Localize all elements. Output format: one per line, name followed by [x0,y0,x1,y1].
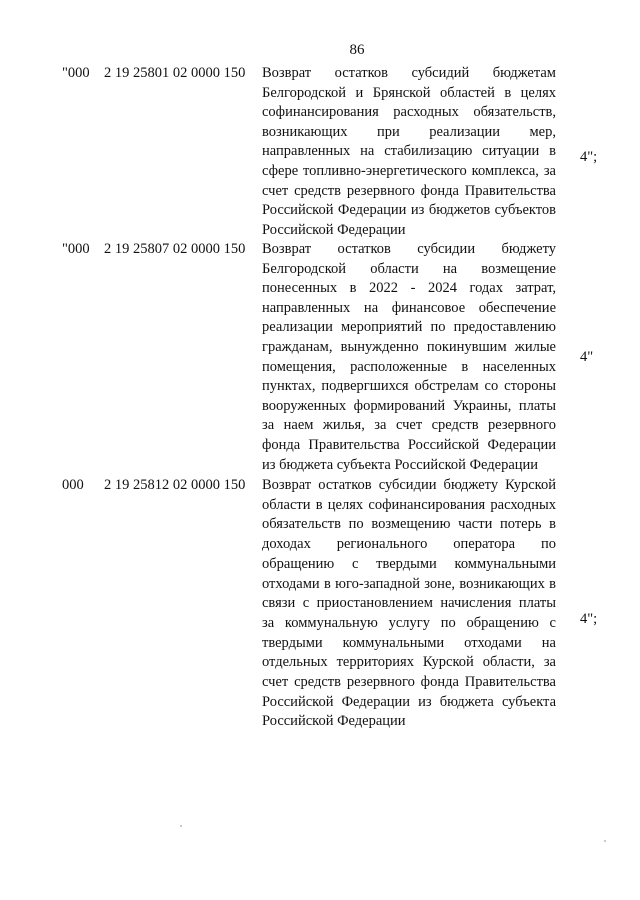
row-code-prefix: "000 [62,241,90,257]
row-amount: 4"; [580,611,598,627]
row-amount: 4"; [580,149,598,165]
row-description: Возврат остатков субсидии бюджету Белгородской области на возмещение понесенных в 2022 - 2024 годах затрат, направленных на финансовое обеспечение реализации мероприятий по предоставлению гражданам, вынужденно покинувшим жилые помещения, расположенные в населенных пунктах, подвергшихся обстрелам со стороны вооруженных формирований Украины, платы за наем жилья, за счет средств резервного фонда Правительства Российской Федерации из бюджета субъекта Российской Федерации [262,241,556,473]
row-code-prefix: "000 [62,65,90,81]
row-budget-code: 2 19 25807 02 0000 150 [104,241,246,257]
row-budget-code: 2 19 25812 02 0000 150 [104,477,246,493]
row-description: Возврат остатков субсидий бюджетам Белгородской и Брянской областей в целях софинансирования расходных обязательств, возникающих при реализации мер, направленных на стабилизацию ситуации в сфере топливно-энергетического комплекса, за счет средств резервного фонда Правительства Российской Федерации из бюджетов субъектов Российской Федерации [262,65,556,238]
scan-speck [604,840,606,842]
row-budget-code: 2 19 25801 02 0000 150 [104,65,246,81]
page-number: 86 [349,42,365,58]
row-amount: 4" [580,349,594,365]
row-description: Возврат остатков субсидии бюджету Курской области в целях софинансирования расходных обязательств по возмещению части потерь в доходах регионального оператора по обращению с твердыми коммунальными отходами в юго-западной зоне, возникающих в связи с приостановлением начисления платы за коммунальную услугу по обращению с твердыми коммунальными отходами на отдельных территориях Курской области, за счет средств резервного фонда Правительства Российской Федерации из бюджета субъекта Российской Федерации [262,477,556,730]
scan-speck [180,825,182,827]
row-code-prefix: 000 [62,477,84,493]
